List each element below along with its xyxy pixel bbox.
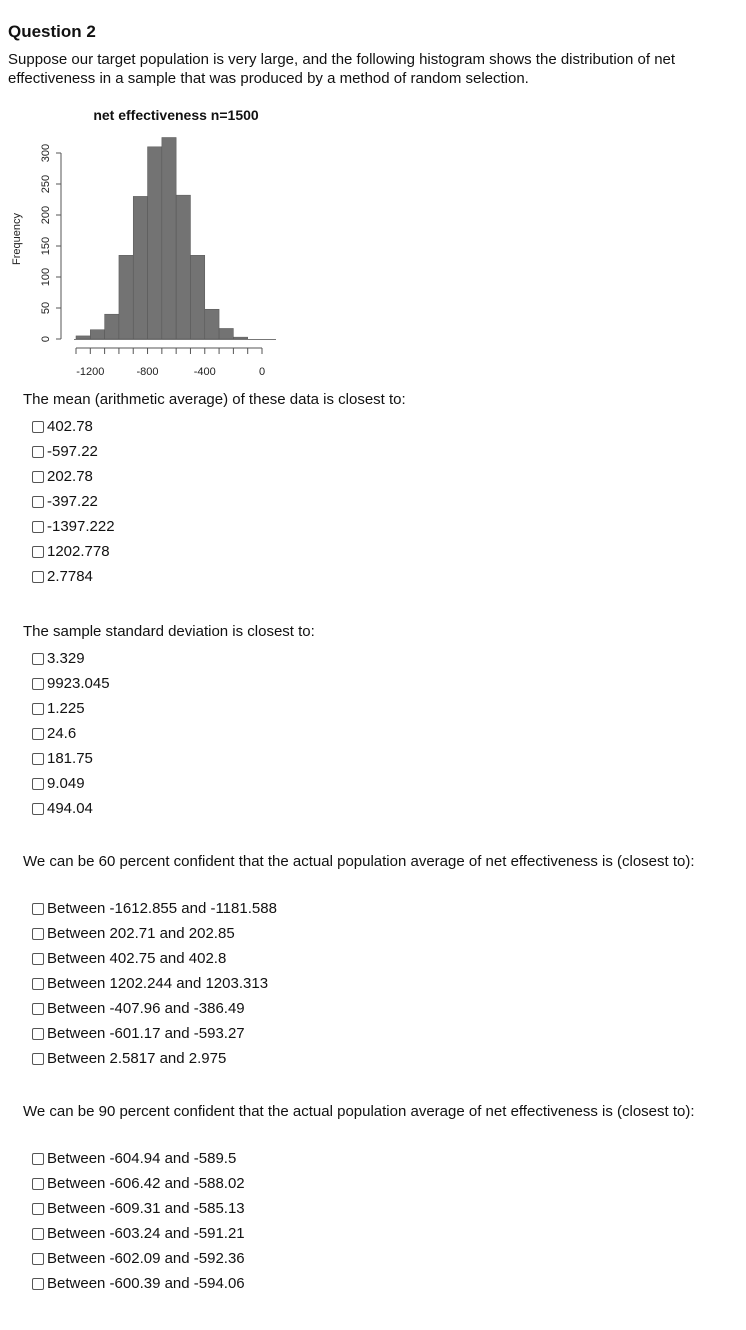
option-label: 402.78 bbox=[47, 418, 93, 435]
option-label: 1202.778 bbox=[47, 543, 110, 560]
checkbox[interactable] bbox=[32, 653, 44, 665]
sd-option[interactable] bbox=[32, 796, 110, 821]
option-label: Between -407.96 and -386.49 bbox=[47, 1000, 245, 1017]
mean-option[interactable] bbox=[32, 439, 115, 464]
x-tick-label: -800 bbox=[136, 366, 159, 378]
question-title: Question 2 bbox=[8, 22, 96, 41]
question-intro: Suppose our target population is very large, and the following histogram shows the distribution of net effectiveness in a sample that was produced by a method of random selection. bbox=[8, 51, 676, 87]
sd-options bbox=[32, 646, 110, 821]
option-label: Between 202.71 and 202.85 bbox=[47, 925, 235, 942]
mean-option[interactable] bbox=[32, 464, 115, 489]
checkbox[interactable] bbox=[32, 546, 44, 558]
option-label: 1.225 bbox=[47, 700, 85, 717]
option-label: -1397.222 bbox=[47, 518, 115, 535]
checkbox[interactable] bbox=[32, 421, 44, 433]
option-label: 9923.045 bbox=[47, 675, 110, 692]
checkbox[interactable] bbox=[32, 953, 44, 965]
checkbox[interactable] bbox=[32, 803, 44, 815]
mean-options bbox=[32, 414, 115, 589]
option-label: Between -602.09 and -592.36 bbox=[47, 1250, 245, 1267]
sd-option[interactable] bbox=[32, 746, 110, 771]
option-label: Between -606.42 and -588.02 bbox=[47, 1175, 245, 1192]
checkbox[interactable] bbox=[32, 571, 44, 583]
option-label: Between -1612.855 and -1181.588 bbox=[47, 900, 277, 917]
ci60-option[interactable] bbox=[32, 896, 277, 921]
ci60-option[interactable] bbox=[32, 971, 277, 996]
sd-option[interactable] bbox=[32, 721, 110, 746]
option-label: Between -609.31 and -585.13 bbox=[47, 1200, 245, 1217]
checkbox[interactable] bbox=[32, 1253, 44, 1265]
histogram-bar bbox=[162, 138, 176, 340]
y-tick-label: 200 bbox=[40, 205, 52, 225]
sd-option[interactable] bbox=[32, 671, 110, 696]
x-tick-label: 0 bbox=[258, 366, 266, 378]
option-label: Between -603.24 and -591.21 bbox=[47, 1225, 245, 1242]
checkbox[interactable] bbox=[32, 678, 44, 690]
checkbox[interactable] bbox=[32, 778, 44, 790]
option-label: 9.049 bbox=[47, 775, 85, 792]
sd-question: The sample standard deviation is closest to: bbox=[23, 623, 315, 640]
checkbox[interactable] bbox=[32, 1178, 44, 1190]
sd-option[interactable] bbox=[32, 696, 110, 721]
histogram-bar bbox=[90, 330, 104, 339]
option-label: Between 2.5817 and 2.975 bbox=[47, 1050, 227, 1067]
mean-option[interactable] bbox=[32, 514, 115, 539]
checkbox[interactable] bbox=[32, 471, 44, 483]
ci60-option[interactable] bbox=[32, 946, 277, 971]
checkbox[interactable] bbox=[32, 728, 44, 740]
ci90-question: We can be 90 percent confident that the actual population average of net effectiveness is (closest to): bbox=[23, 1103, 695, 1120]
checkbox[interactable] bbox=[32, 903, 44, 915]
histogram-bar bbox=[233, 337, 247, 339]
y-tick-label: 150 bbox=[40, 236, 52, 256]
histogram-bar bbox=[105, 314, 119, 339]
option-label: 3.329 bbox=[47, 650, 85, 667]
checkbox[interactable] bbox=[32, 1003, 44, 1015]
checkbox[interactable] bbox=[32, 1028, 44, 1040]
histogram-bar bbox=[205, 309, 219, 339]
mean-option[interactable] bbox=[32, 489, 115, 514]
x-tick-label: -1200 bbox=[76, 366, 105, 378]
ci90-option[interactable] bbox=[32, 1196, 245, 1221]
ci90-option[interactable] bbox=[32, 1271, 245, 1296]
x-tick-label: -400 bbox=[193, 366, 216, 378]
sd-option[interactable] bbox=[32, 646, 110, 671]
histogram-bar bbox=[190, 255, 204, 339]
option-label: 202.78 bbox=[47, 468, 93, 485]
option-label: -397.22 bbox=[47, 493, 98, 510]
y-tick-label: 50 bbox=[40, 301, 52, 315]
ci90-options bbox=[32, 1146, 245, 1296]
y-tick-label: 100 bbox=[40, 267, 52, 287]
checkbox[interactable] bbox=[32, 1153, 44, 1165]
ci60-option[interactable] bbox=[32, 921, 277, 946]
ci60-question: We can be 60 percent confident that the actual population average of net effectiveness is (closest to): bbox=[23, 853, 695, 870]
sd-option[interactable] bbox=[32, 771, 110, 796]
option-label: -597.22 bbox=[47, 443, 98, 460]
mean-option[interactable] bbox=[32, 564, 115, 589]
option-label: 494.04 bbox=[47, 800, 93, 817]
ci60-option[interactable] bbox=[32, 1021, 277, 1046]
mean-question: The mean (arithmetic average) of these data is closest to: bbox=[23, 391, 406, 408]
mean-option[interactable] bbox=[32, 539, 115, 564]
y-tick-label: 300 bbox=[40, 143, 52, 163]
checkbox[interactable] bbox=[32, 1278, 44, 1290]
histogram-bar bbox=[219, 328, 233, 339]
option-label: Between 1202.244 and 1203.313 bbox=[47, 975, 269, 992]
y-tick-label: 0 bbox=[40, 335, 52, 343]
y-tick-label: 250 bbox=[40, 174, 52, 194]
option-label: 181.75 bbox=[47, 750, 93, 767]
ci90-option[interactable] bbox=[32, 1171, 245, 1196]
checkbox[interactable] bbox=[32, 521, 44, 533]
checkbox[interactable] bbox=[32, 928, 44, 940]
y-axis-label: Frequency bbox=[11, 213, 23, 265]
histogram-bar bbox=[133, 196, 147, 339]
ci90-option[interactable] bbox=[32, 1146, 245, 1171]
checkbox[interactable] bbox=[32, 703, 44, 715]
checkbox[interactable] bbox=[32, 1053, 44, 1065]
checkbox[interactable] bbox=[32, 446, 44, 458]
ci90-option[interactable] bbox=[32, 1246, 245, 1271]
chart-title: net effectiveness n=1500 bbox=[93, 107, 259, 123]
ci60-option[interactable] bbox=[32, 996, 277, 1021]
option-label: 24.6 bbox=[47, 725, 77, 742]
ci60-option[interactable] bbox=[32, 1046, 277, 1071]
mean-option[interactable] bbox=[32, 414, 115, 439]
histogram-bar bbox=[148, 147, 162, 339]
checkbox[interactable] bbox=[32, 753, 44, 765]
ci60-options bbox=[32, 896, 277, 1071]
checkbox[interactable] bbox=[32, 1203, 44, 1215]
histogram-bar bbox=[76, 336, 90, 339]
checkbox[interactable] bbox=[32, 496, 44, 508]
option-label: Between -604.94 and -589.5 bbox=[47, 1150, 237, 1167]
option-label: Between -601.17 and -593.27 bbox=[47, 1025, 245, 1042]
option-label: Between 402.75 and 402.8 bbox=[47, 950, 227, 967]
checkbox[interactable] bbox=[32, 978, 44, 990]
option-label: Between -600.39 and -594.06 bbox=[47, 1275, 245, 1292]
ci90-option[interactable] bbox=[32, 1221, 245, 1246]
histogram-bar bbox=[176, 195, 190, 339]
checkbox[interactable] bbox=[32, 1228, 44, 1240]
histogram-chart bbox=[0, 100, 300, 385]
option-label: 2.7784 bbox=[47, 568, 93, 585]
histogram-bar bbox=[119, 255, 133, 339]
